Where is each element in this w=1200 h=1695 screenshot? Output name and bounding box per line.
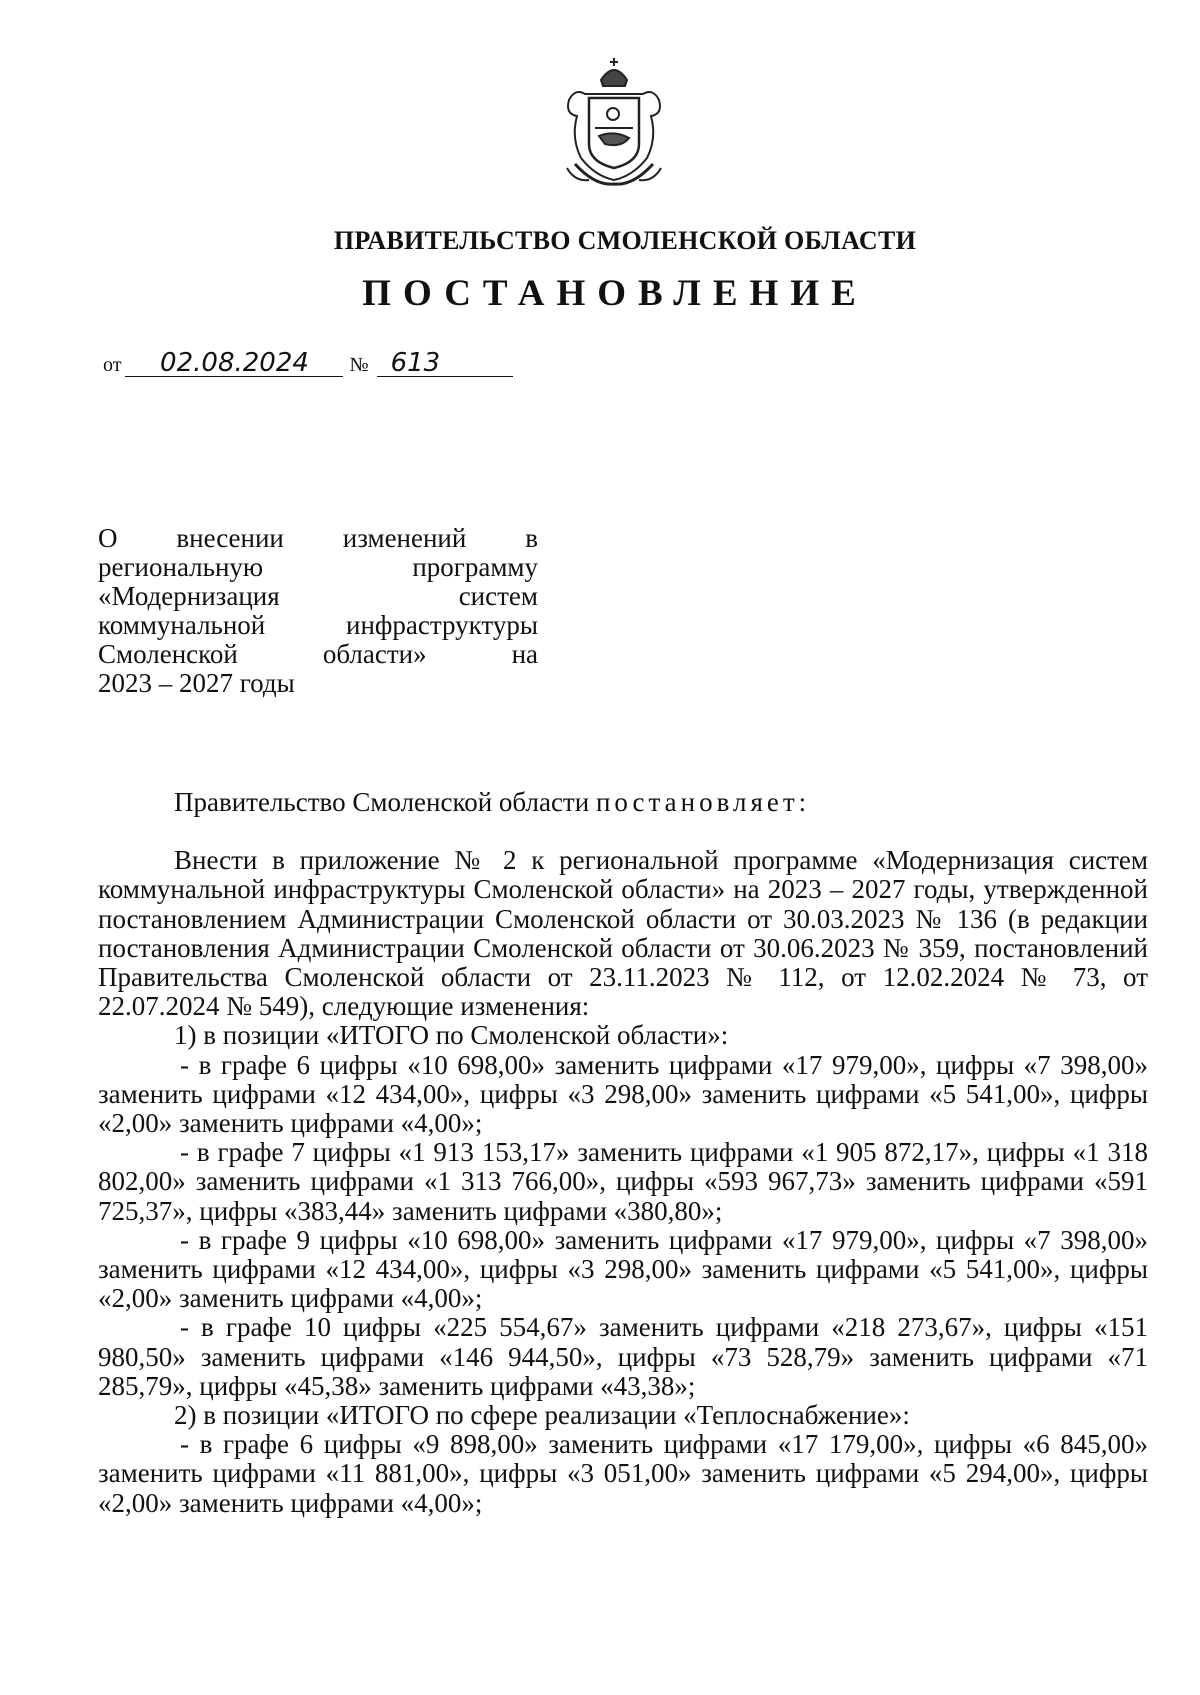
- subject-line: Смоленской области» на: [98, 639, 538, 669]
- document-body: [98, 788, 1148, 1518]
- document-type: ПОСТАНОВЛЕНИЕ: [362, 273, 868, 314]
- date-prefix: от: [103, 354, 122, 376]
- item-1-column-7: - в графе 7 цифры «1 913 153,17» заменить цифрами «1 905 872,17», цифры «1 318 802,00» заменить цифрами «1 313 766,00», цифры «593 967,73» заменить цифрами «591 725,37», цифры «383,44» заменить цифрами «380,80»;: [98, 1137, 1148, 1226]
- coat-of-arms-emblem: [555, 58, 673, 190]
- organization-name: ПРАВИТЕЛЬСТВО СМОЛЕНСКОЙ ОБЛАСТИ: [333, 226, 917, 255]
- subject-line: О внесении изменений в: [98, 523, 538, 553]
- subject-line: 2023 – 2027 годы: [98, 668, 295, 698]
- item-2-column-6: - в графе 6 цифры «9 898,00» заменить цифрами «17 179,00», цифры «6 845,00» заменить цифрами «11 881,00», цифры «3 051,00» заменить цифрами «5 294,00», цифры «2,00» заменить цифрами «4,00»;: [98, 1429, 1148, 1518]
- date-number-line: [103, 350, 513, 377]
- handwritten-number: 613: [377, 350, 513, 377]
- preamble: Правительство Смоленской области постановляет:: [174, 787, 811, 817]
- subject-line: «Модернизация систем: [98, 581, 538, 611]
- intro-paragraph: Внести в приложение № 2 к региональной программе «Модернизация систем коммунальной инфраструктуры Смоленской области» на 2023 – 2027 годы, утвержденной постановлением Администрации Смоленской области от 30.03.2023 № 136 (в редакции постановления Администрации Смоленской области от 30.06.2023 № 359, постановлений Правительства Смоленской области от 23.11.2023 № 112, от 12.02.2024 № 73, от 22.07.2024 № 549), следующие изменения:: [98, 845, 1148, 1022]
- item-1-column-6: - в графе 6 цифры «10 698,00» заменить цифрами «17 979,00», цифры «7 398,00» заменить цифрами «12 434,00», цифры «3 298,00» заменить цифрами «5 541,00», цифры «2,00» заменить цифрами «4,00»;: [98, 1049, 1148, 1139]
- handwritten-date: 02.08.2024: [125, 350, 343, 377]
- number-prefix: №: [349, 354, 369, 376]
- item-1-heading: 1) в позиции «ИТОГО по Смоленской области»:: [174, 1020, 729, 1051]
- document-subject: [98, 524, 538, 698]
- subject-line: коммунальной инфраструктуры: [98, 610, 538, 640]
- item-1-column-10: - в графе 10 цифры «225 554,67» заменить цифрами «218 273,67», цифры «151 980,50» заменить цифрами «146 944,50», цифры «73 528,79» заменить цифрами «71 285,79», цифры «45,38» заменить цифрами «43,38»;: [98, 1312, 1148, 1401]
- item-2-heading: 2) в позиции «ИТОГО по сфере реализации «Теплоснабжение»:: [174, 1400, 910, 1431]
- item-1-column-9: - в графе 9 цифры «10 698,00» заменить цифрами «17 979,00», цифры «7 398,00» заменить цифрами «12 434,00», цифры «3 298,00» заменить цифрами «5 541,00», цифры «2,00» заменить цифрами «4,00»;: [98, 1224, 1148, 1314]
- subject-line: региональную программу: [98, 552, 538, 582]
